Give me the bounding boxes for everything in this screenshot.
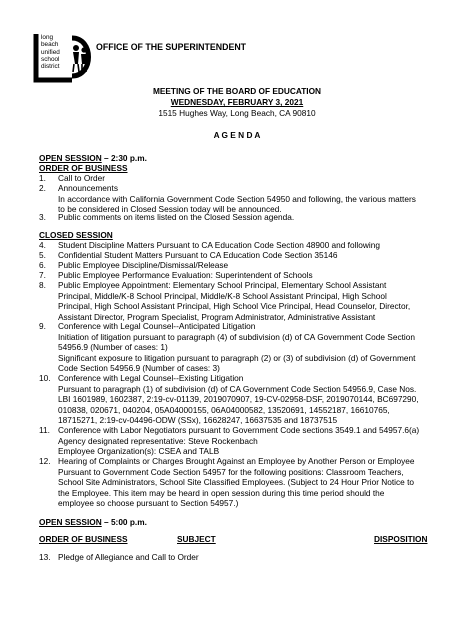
column-order-of-business: ORDER OF BUSINESS — [39, 534, 128, 544]
column-disposition: DISPOSITION — [374, 534, 428, 544]
logo-text: long beach unified school district — [41, 34, 60, 71]
open-session-heading-2: OPEN SESSION – 5:00 p.m. — [39, 517, 147, 527]
meeting-date: WEDNESDAY, FEBRUARY 3, 2021 — [170, 97, 304, 107]
office-title: OFFICE OF THE SUPERINTENDENT — [96, 42, 247, 52]
order-of-business-heading: ORDER OF BUSINESS — [39, 163, 128, 173]
district-logo — [32, 30, 96, 84]
column-subject: SUBJECT — [177, 534, 216, 544]
agenda-heading: A G E N D A — [213, 130, 261, 140]
meeting-title: MEETING OF THE BOARD OF EDUCATION — [152, 86, 322, 96]
meeting-address: 1515 Hughes Way, Long Beach, CA 90810 — [158, 108, 316, 118]
open-session-heading: OPEN SESSION – 2:30 p.m. — [39, 153, 147, 163]
closed-session-heading: CLOSED SESSION — [39, 230, 113, 240]
